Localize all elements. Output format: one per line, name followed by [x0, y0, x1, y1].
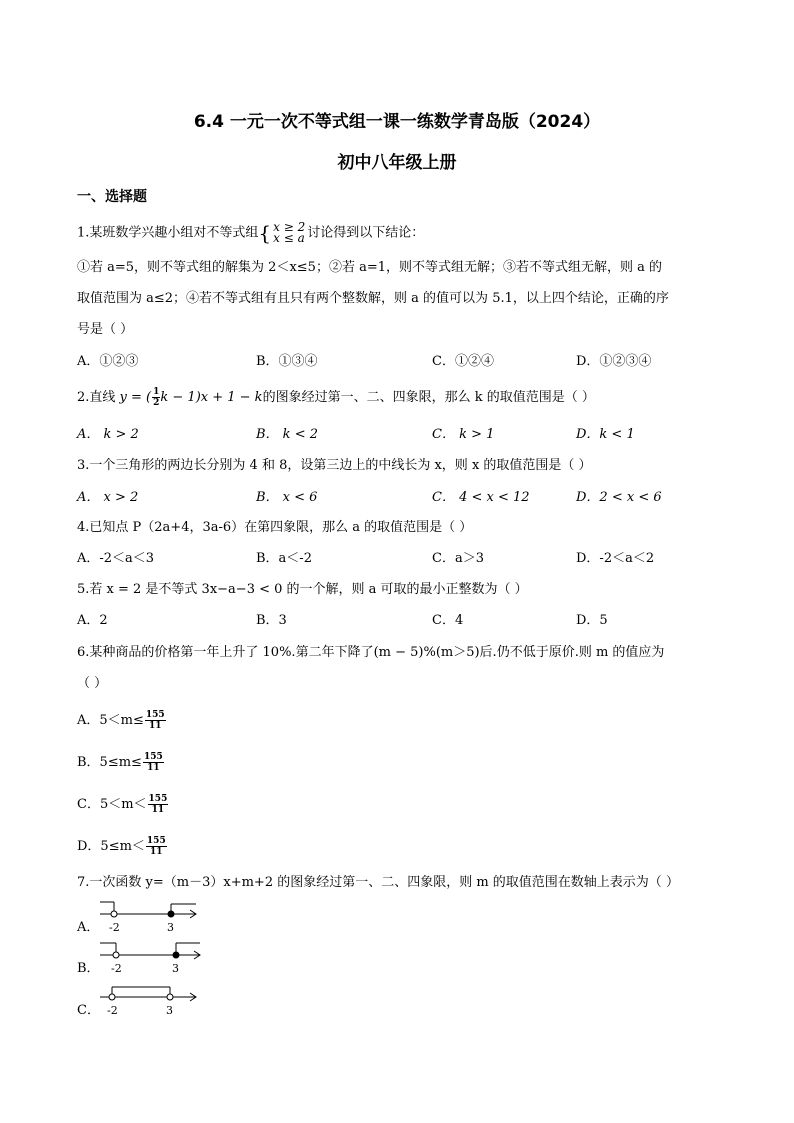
- q4-option-a[interactable]: A．-2＜a＜3: [77, 551, 155, 566]
- q6-a-frac-num: 155: [145, 710, 165, 720]
- q6-option-c-text: C．5＜m＜: [77, 797, 147, 812]
- q6-d-frac-den: 11: [150, 847, 163, 857]
- open-dot-left: [111, 911, 117, 917]
- filled-dot-right: [173, 952, 179, 958]
- question-1-line4: 号是（ ）: [77, 322, 134, 337]
- question-6-line2: （ ）: [77, 676, 108, 691]
- q6-d-frac-num: 155: [146, 836, 166, 846]
- q2-frac-den: 2: [153, 398, 160, 408]
- q7-option-c-label[interactable]: C．: [77, 1003, 100, 1018]
- q2-frac-num: 1: [153, 387, 160, 397]
- q5-option-c[interactable]: C．4: [432, 613, 464, 628]
- question-4-stem: 4.已知点 P（2a+4，3a-6）在第四象限，那么 a 的取值范围是（ ）: [77, 520, 473, 535]
- q1-option-d[interactable]: D．①②③④: [576, 354, 652, 369]
- q2-eq-rest: k − 1)x + 1 − k: [160, 390, 263, 405]
- document-subtitle: 初中八年级上册: [337, 153, 457, 173]
- q6-option-d-text: D．5≤m＜: [77, 839, 145, 854]
- q2-stem-a: 2.直线: [77, 390, 116, 405]
- q2-option-c[interactable]: C． k > 1: [432, 427, 495, 442]
- q3-option-d[interactable]: D．2 < x < 6: [576, 490, 662, 505]
- document-title: 6.4 一元一次不等式组一课一练数学青岛版（2024）: [193, 112, 601, 132]
- q6-b-frac-den: 11: [147, 763, 160, 773]
- q1-sys-line1: x ≥ 2: [273, 220, 306, 234]
- q1-brace: {: [258, 221, 272, 245]
- q3-option-c[interactable]: C． 4 < x < 12: [432, 490, 530, 505]
- q1-inequality-system: [273, 222, 305, 244]
- tick-label-left: -2: [107, 1004, 118, 1017]
- q5-option-a[interactable]: A．2: [77, 613, 108, 628]
- filled-dot-right: [168, 911, 174, 917]
- q6-c-frac-num: 155: [148, 794, 168, 804]
- q4-option-c[interactable]: C．a＞3: [432, 551, 484, 566]
- q6-option-c-fraction: [148, 794, 169, 815]
- tick-label-left: -2: [109, 921, 120, 934]
- q1-stem-b: 讨论得到以下结论：: [307, 225, 425, 241]
- q7-option-a-label[interactable]: A．: [77, 920, 100, 935]
- q6-option-b-fraction: [143, 752, 164, 773]
- q5-option-b[interactable]: B．3: [256, 613, 287, 628]
- q6-b-frac-num: 155: [143, 752, 163, 762]
- q4-option-b[interactable]: B．a＜-2: [256, 551, 312, 566]
- q1-option-b[interactable]: B．①③④: [256, 354, 318, 369]
- q5-option-d[interactable]: D．5: [576, 613, 608, 628]
- q7-option-a-number-line[interactable]: [98, 900, 202, 934]
- q6-option-b[interactable]: [77, 752, 164, 773]
- q6-option-a-text: A．5＜m≤: [77, 713, 144, 728]
- q6-option-d-fraction: [146, 836, 167, 857]
- q3-option-b[interactable]: B． x < 6: [256, 490, 318, 505]
- q6-c-frac-den: 11: [151, 805, 165, 815]
- tick-label-right: 3: [166, 1004, 173, 1017]
- question-3-stem: 3.一个三角形的两边长分别为 4 和 8，设第三边上的中线长为 x，则 x 的取值范围是（ ）: [77, 458, 592, 473]
- question-7-stem: 7.一次函数 y=（m－3）x+m+2 的图象经过第一、二、四象限，则 m 的取值范围在数轴上表示为（ ）: [77, 875, 679, 890]
- tick-label-right: 3: [172, 962, 179, 975]
- q1-option-c[interactable]: C．①②④: [432, 354, 494, 369]
- question-6-line1: 6.某种商品的价格第一年上升了 10%.第二年下降了(m − 5)%(m＞5)后.仍不低于原价.则 m 的值应为: [77, 645, 665, 660]
- question-1-line3: 取值范围为 a≤2；④若不等式组有且只有两个整数解，则 a 的值可以为 5.1，以上四个结论，正确的序: [77, 291, 669, 306]
- q6-option-d[interactable]: [77, 836, 167, 857]
- q6-option-b-text: B．5≤m≤: [77, 755, 142, 770]
- tick-label-left: -2: [111, 962, 122, 975]
- q2-option-d[interactable]: D．k < 1: [576, 427, 635, 442]
- q6-option-a-fraction: [145, 710, 166, 731]
- open-dot-right: [167, 994, 173, 1000]
- q3-option-a[interactable]: A． x > 2: [77, 490, 139, 505]
- q6-option-c[interactable]: [77, 794, 168, 815]
- q4-option-d[interactable]: D．-2＜a＜2: [576, 551, 655, 566]
- q7-option-b-number-line[interactable]: [98, 941, 204, 975]
- q6-option-a[interactable]: [77, 710, 166, 731]
- q7-option-b-label[interactable]: B．: [77, 961, 100, 976]
- section-heading: 一、选择题: [77, 189, 147, 205]
- question-2-stem: [77, 387, 595, 408]
- q1-stem-a: 1.某班数学兴趣小组对不等式组: [77, 225, 259, 241]
- question-1-stem: [77, 222, 424, 244]
- q1-sys-line2: x ≤ a: [273, 231, 305, 245]
- q2-option-a[interactable]: A． k > 2: [77, 427, 139, 442]
- q2-stem-b: 的图象经过第一、二、四象限，那么 k 的取值范围是（ ）: [262, 390, 595, 405]
- q1-option-a[interactable]: A．①②③: [77, 354, 139, 369]
- q7-option-c-number-line[interactable]: [98, 983, 202, 1017]
- q2-eq-y: y = (: [119, 390, 152, 405]
- q6-a-frac-den: 11: [149, 721, 162, 731]
- q2-option-b[interactable]: B． k < 2: [256, 427, 318, 442]
- open-dot-left: [109, 994, 115, 1000]
- question-5-stem: 5.若 x = 2 是不等式 3x−a−3 < 0 的一个解，则 a 可取的最小正整数为（ ）: [77, 582, 528, 597]
- open-dot-left: [113, 952, 119, 958]
- tick-label-right: 3: [167, 921, 174, 934]
- question-1-line2: ①若 a=5，则不等式组的解集为 2＜x≤5；②若 a=1，则不等式组无解；③若不等式组无解，则 a 的: [77, 260, 663, 275]
